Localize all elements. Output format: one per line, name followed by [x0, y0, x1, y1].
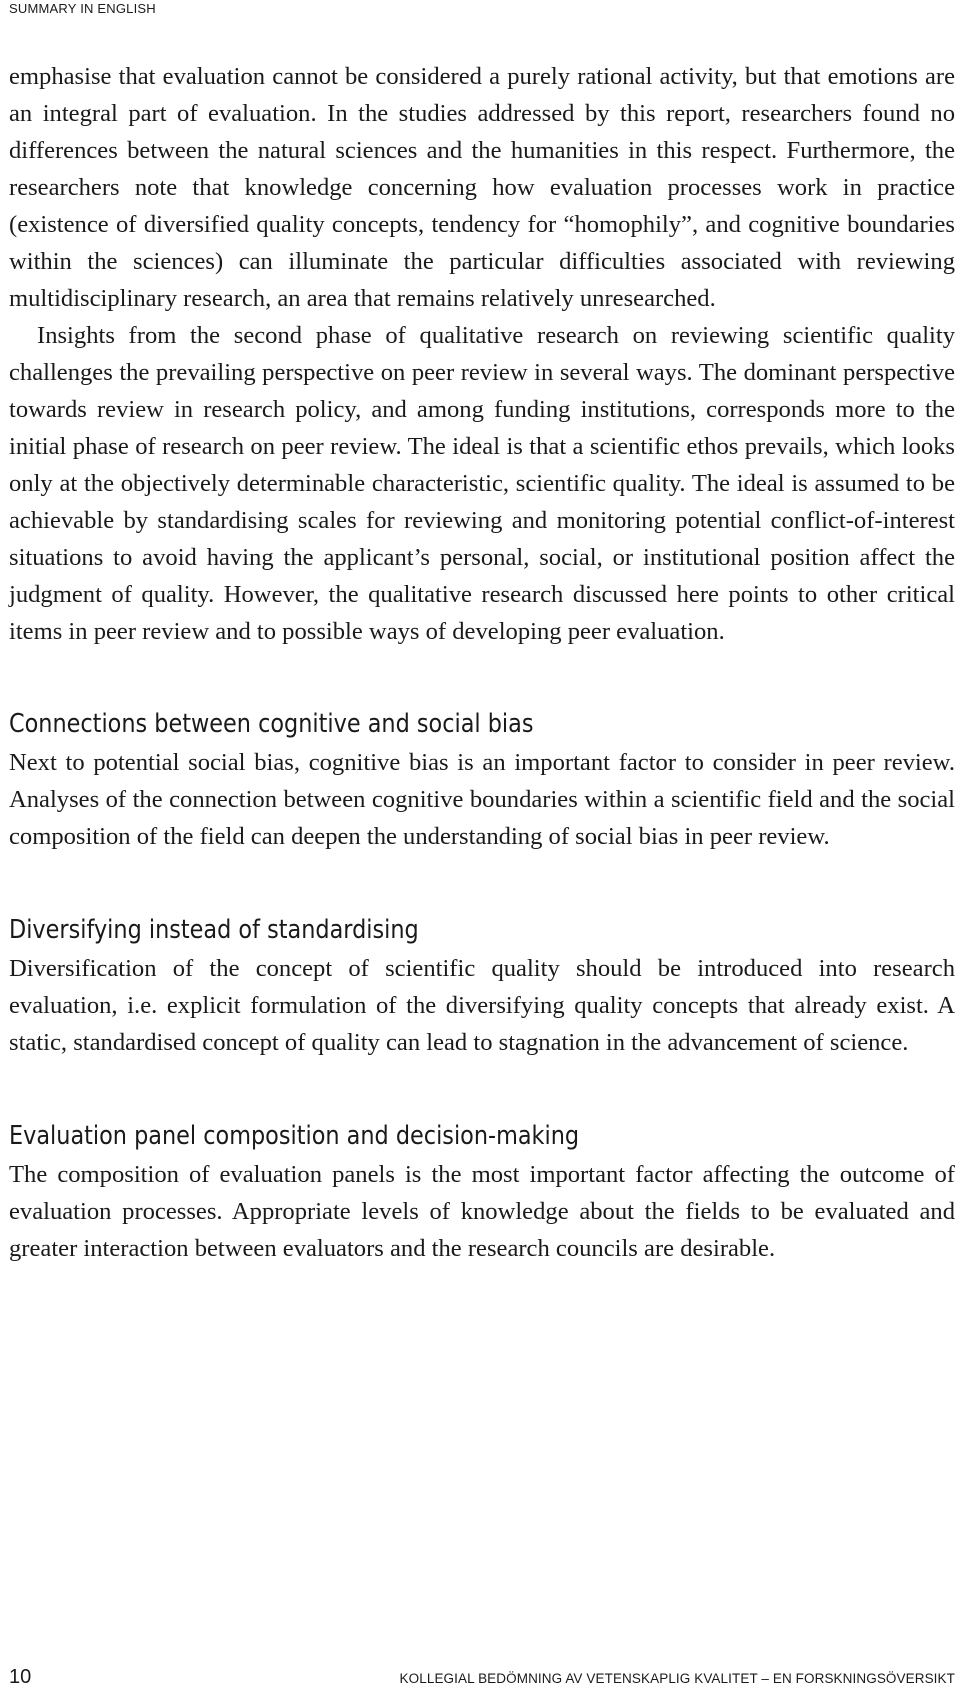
- section-text-diversifying: Diversification of the concept of scientific quality should be introduced into research evaluation, i.e. explicit formulation of the diversifying quality concepts that already exist. A static, standardised concept of quality can lead to stagnation in the advancement of science.: [9, 955, 955, 1056]
- intro-paragraph-1: emphasise that evaluation cannot be considered a purely rational activity, but that emotions are an integral part of evaluation. In the studies addressed by this report, researchers found no differences between the natural sciences and the humanities in this respect. Furthermore, the researchers note that knowledge concerning how evaluation processes work in practice (existence of diversified quality concepts, tendency for “homophily”, and cognitive boundaries within the sciences) can illuminate the particular difficulties associated with reviewing multidisciplinary research, an area that remains relatively unresearched.: [9, 63, 955, 312]
- page-number: 10: [9, 1666, 32, 1688]
- publication-title: KOLLEGIAL BEDÖMNING AV VETENSKAPLIG KVALITET – EN FORSKNINGSÖVERSIKT: [399, 1671, 955, 1686]
- section-text-panel-composition: The composition of evaluation panels is the most important factor affecting the outcome of evaluation processes. Appropriate levels of knowledge about the fields to be evaluated and greater interaction between evaluators and the research councils are desirable.: [9, 1161, 955, 1262]
- section-heading-panel-composition: Evaluation panel composition and decision-making: [9, 1121, 580, 1151]
- intro-paragraph-2: Insights from the second phase of qualitative research on reviewing scientific quality challenges the prevailing perspective on peer review in several ways. The dominant perspective towards review in research policy, and among funding institutions, corresponds more to the initial phase of research on peer review. The ideal is that a scientific ethos prevails, which looks only at the objectively determinable characteristic, scientific quality. The ideal is assumed to be achievable by standardising scales for reviewing and monitoring potential conflict-of-interest situations to avoid having the applicant’s personal, social, or institutional position affect the judgment of quality. However, the qualitative research discussed here points to other critical items in peer review and to possible ways of developing peer evaluation.: [9, 322, 955, 645]
- section-heading-cognitive-social-bias: Connections between cognitive and social bias: [9, 709, 534, 739]
- section-heading-diversifying: Diversifying instead of standardising: [9, 915, 419, 945]
- section-text-cognitive-social-bias: Next to potential social bias, cognitive bias is an important factor to consider in peer review. Analyses of the connection between cognitive boundaries within a scientific field and the social composition of the field can deepen the understanding of social bias in peer review.: [9, 749, 955, 850]
- page-content: [9, 58, 955, 1267]
- running-head: SUMMARY IN ENGLISH: [9, 1, 156, 16]
